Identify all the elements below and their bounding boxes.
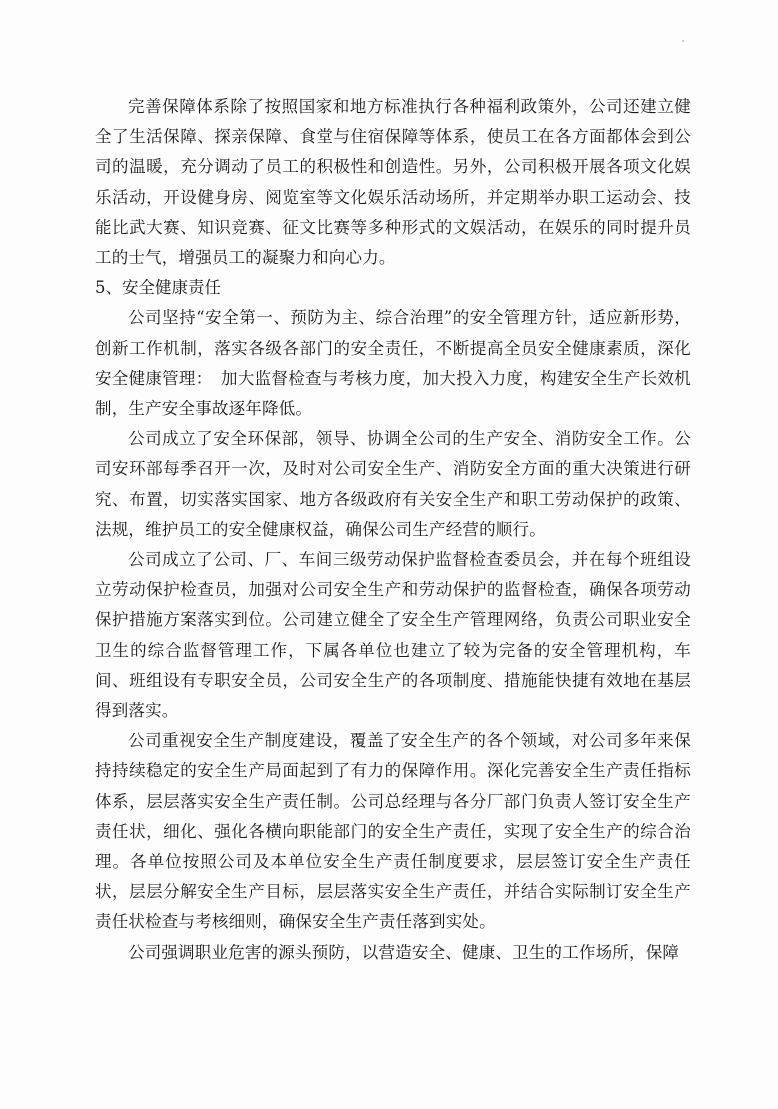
paragraph-occupational-hazard: 公司强调职业危害的源头预防，以营造安全、健康、卫生的工作场所，保障 bbox=[128, 942, 680, 962]
scan-mark bbox=[682, 40, 684, 42]
section-heading: 5、安全健康责任 bbox=[95, 278, 221, 298]
paragraph-safety-policy: 公司坚持“安全第一、预防为主、综合治理”的安全管理方针，适应新形势，创新工作机制，落实各级各部门的安全责任，不断提高全员安全健康素质，深化安全健康管理： 加大监督检查与考核力度，加大投入力度，构建安全生产长效机制，生产安全事故逐年降低。 bbox=[95, 308, 691, 419]
paragraph-safety-system: 公司重视安全生产制度建设，覆盖了安全生产的各个领域，对公司多年来保持持续稳定的安全生产局面起到了有力的保障作用。深化完善安全生产责任指标体系，层层落实安全生产责任制。公司总经理与各分厂部门负责人签订安全生产责任状，细化、强化各横向职能部门的安全生产责任，实现了安全生产的综合治理。各单位按照公司及本单位安全生产责任制度要求，层层签订安全生产责任状，层层分解安全生产目标，层层落实安全生产责任，并结合实际制订安全生产责任状检查与考核细则，确保安全生产责任落到实处。 bbox=[95, 731, 691, 932]
document-body bbox=[95, 92, 691, 968]
paragraph-labor-protection: 公司成立了公司、厂、车间三级劳动保护监督检查委员会，并在每个班组设立劳动保护检查员，加强对公司安全生产和劳动保护的监督检查，确保各项劳动保护措施方案落实到位。公司建立健全了安全生产管理网络，负责公司职业安全卫生的综合监督管理工作，下属各单位也建立了较为完备的安全管理机构，车间、班组设有专职安全员，公司安全生产的各项制度、措施能快捷有效地在基层得到落实。 bbox=[95, 550, 691, 721]
paragraph-safety-department: 公司成立了安全环保部，领导、协调全公司的生产安全、消防安全工作。公司安环部每季召开一次，及时对公司安全生产、消防安全方面的重大决策进行研究、布置，切实落实国家、地方各级政府有关安全生产和职工劳动保护的政策、法规，维护员工的安全健康权益，确保公司生产经营的顺行。 bbox=[95, 429, 691, 539]
paragraph-welfare: 完善保障体系除了按照国家和地方标准执行各种福利政策外，公司还建立健全了生活保障、探亲保障、食堂与住宿保障等体系，使员工在各方面都体会到公司的温暖，充分调动了员工的积极性和创造性。另外，公司积极开展各项文化娱乐活动，开设健身房、阅览室等文化娱乐活动场所，并定期举办职工运动会、技能比武大赛、知识竞赛、征文比赛等多种形式的文娱活动，在娱乐的同时提升员工的士气，增强员工的凝聚力和向心力。 bbox=[95, 97, 691, 268]
